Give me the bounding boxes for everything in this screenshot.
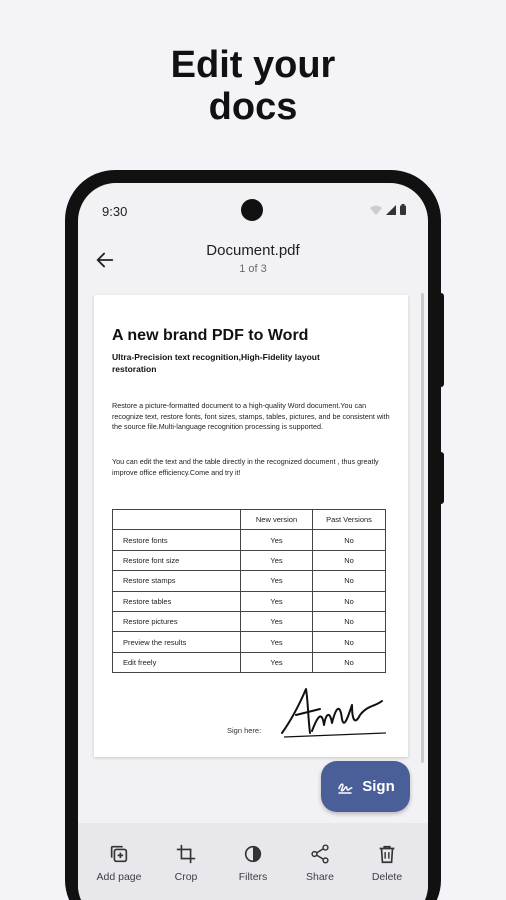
table-row — [113, 652, 386, 672]
table-cell: No — [313, 530, 386, 550]
sign-button[interactable] — [321, 761, 410, 812]
table-header-row — [113, 510, 386, 530]
table-cell: Restore tables — [113, 591, 241, 611]
table-row — [113, 550, 386, 570]
comparison-table — [112, 509, 386, 673]
front-camera — [241, 199, 263, 221]
table-header-cell: Past Versions — [313, 510, 386, 530]
headline-line-2: docs — [208, 86, 298, 128]
phone-volume-button — [438, 293, 444, 387]
signature-icon — [336, 778, 354, 796]
delete-button[interactable] — [354, 843, 420, 900]
handwritten-signature — [278, 685, 390, 741]
scrollbar[interactable] — [421, 293, 424, 763]
status-icons — [370, 204, 406, 215]
tool-label: Delete — [371, 871, 403, 883]
table-cell: Preview the results — [113, 632, 241, 652]
sign-here-label: Sign here: — [227, 726, 262, 735]
status-bar — [78, 183, 428, 239]
document-page — [94, 295, 408, 757]
crop-button[interactable] — [153, 843, 219, 900]
table-row — [113, 530, 386, 550]
table-row — [113, 611, 386, 631]
share-icon — [309, 843, 331, 865]
table-cell: Yes — [241, 530, 313, 550]
doc-subheading: Ultra-Precision text recognition,High-Fidelity layout restoration — [112, 352, 320, 374]
page-indicator: 1 of 3 — [239, 263, 267, 275]
table-cell: Yes — [241, 632, 313, 652]
table-row — [113, 571, 386, 591]
crop-icon — [175, 843, 197, 865]
table-header-cell: New version — [241, 510, 313, 530]
table-cell: Edit freely — [113, 652, 241, 672]
table-cell: Yes — [241, 591, 313, 611]
table-cell: Restore pictures — [113, 611, 241, 631]
table-cell: Restore stamps — [113, 571, 241, 591]
table-cell: Yes — [241, 550, 313, 570]
doc-paragraph-1: Restore a picture-formatted document to a high-quality Word document.You can recognize text, restore fonts, font sizes, stamps, tables, pictures, and be consistent with the source file.Multi-language recognition processing is supported. — [112, 401, 390, 431]
tool-label: Share — [305, 871, 335, 883]
filters-button[interactable] — [220, 843, 286, 900]
app-bar — [78, 239, 428, 285]
table-cell: Yes — [241, 652, 313, 672]
phone-power-button — [438, 452, 444, 504]
table-row — [113, 632, 386, 652]
doc-paragraph-2: You can edit the text and the table directly in the recognized document , thus greatly improve office efficiency.Come and try it! — [112, 457, 379, 477]
signal-icon — [386, 205, 396, 215]
table-cell: No — [313, 632, 386, 652]
table-cell: No — [313, 550, 386, 570]
tool-label: Crop — [174, 871, 198, 883]
doc-heading: A new brand PDF to Word — [112, 327, 309, 344]
phone-screen — [78, 183, 428, 900]
table-row — [113, 591, 386, 611]
table-cell: No — [313, 591, 386, 611]
table-cell: Restore font size — [113, 550, 241, 570]
table-header-cell — [113, 510, 241, 530]
add-page-icon — [108, 843, 130, 865]
tool-label: Filters — [238, 871, 268, 883]
add-page-button[interactable] — [86, 843, 152, 900]
table-cell: Yes — [241, 571, 313, 591]
share-button[interactable] — [287, 843, 353, 900]
wifi-icon — [370, 205, 382, 215]
headline — [0, 44, 506, 128]
battery-icon — [400, 204, 406, 215]
filters-icon — [242, 843, 264, 865]
bottom-toolbar — [78, 823, 428, 900]
table-cell: No — [313, 652, 386, 672]
sign-button-label: Sign — [362, 778, 395, 795]
status-time: 9:30 — [102, 204, 128, 219]
document-title: Document.pdf — [206, 242, 300, 259]
table-cell: No — [313, 611, 386, 631]
delete-icon — [376, 843, 398, 865]
table-cell: Yes — [241, 611, 313, 631]
headline-line-1: Edit your — [170, 44, 336, 86]
tool-label: Add page — [96, 871, 142, 883]
table-cell: Restore fonts — [113, 530, 241, 550]
table-cell: No — [313, 571, 386, 591]
